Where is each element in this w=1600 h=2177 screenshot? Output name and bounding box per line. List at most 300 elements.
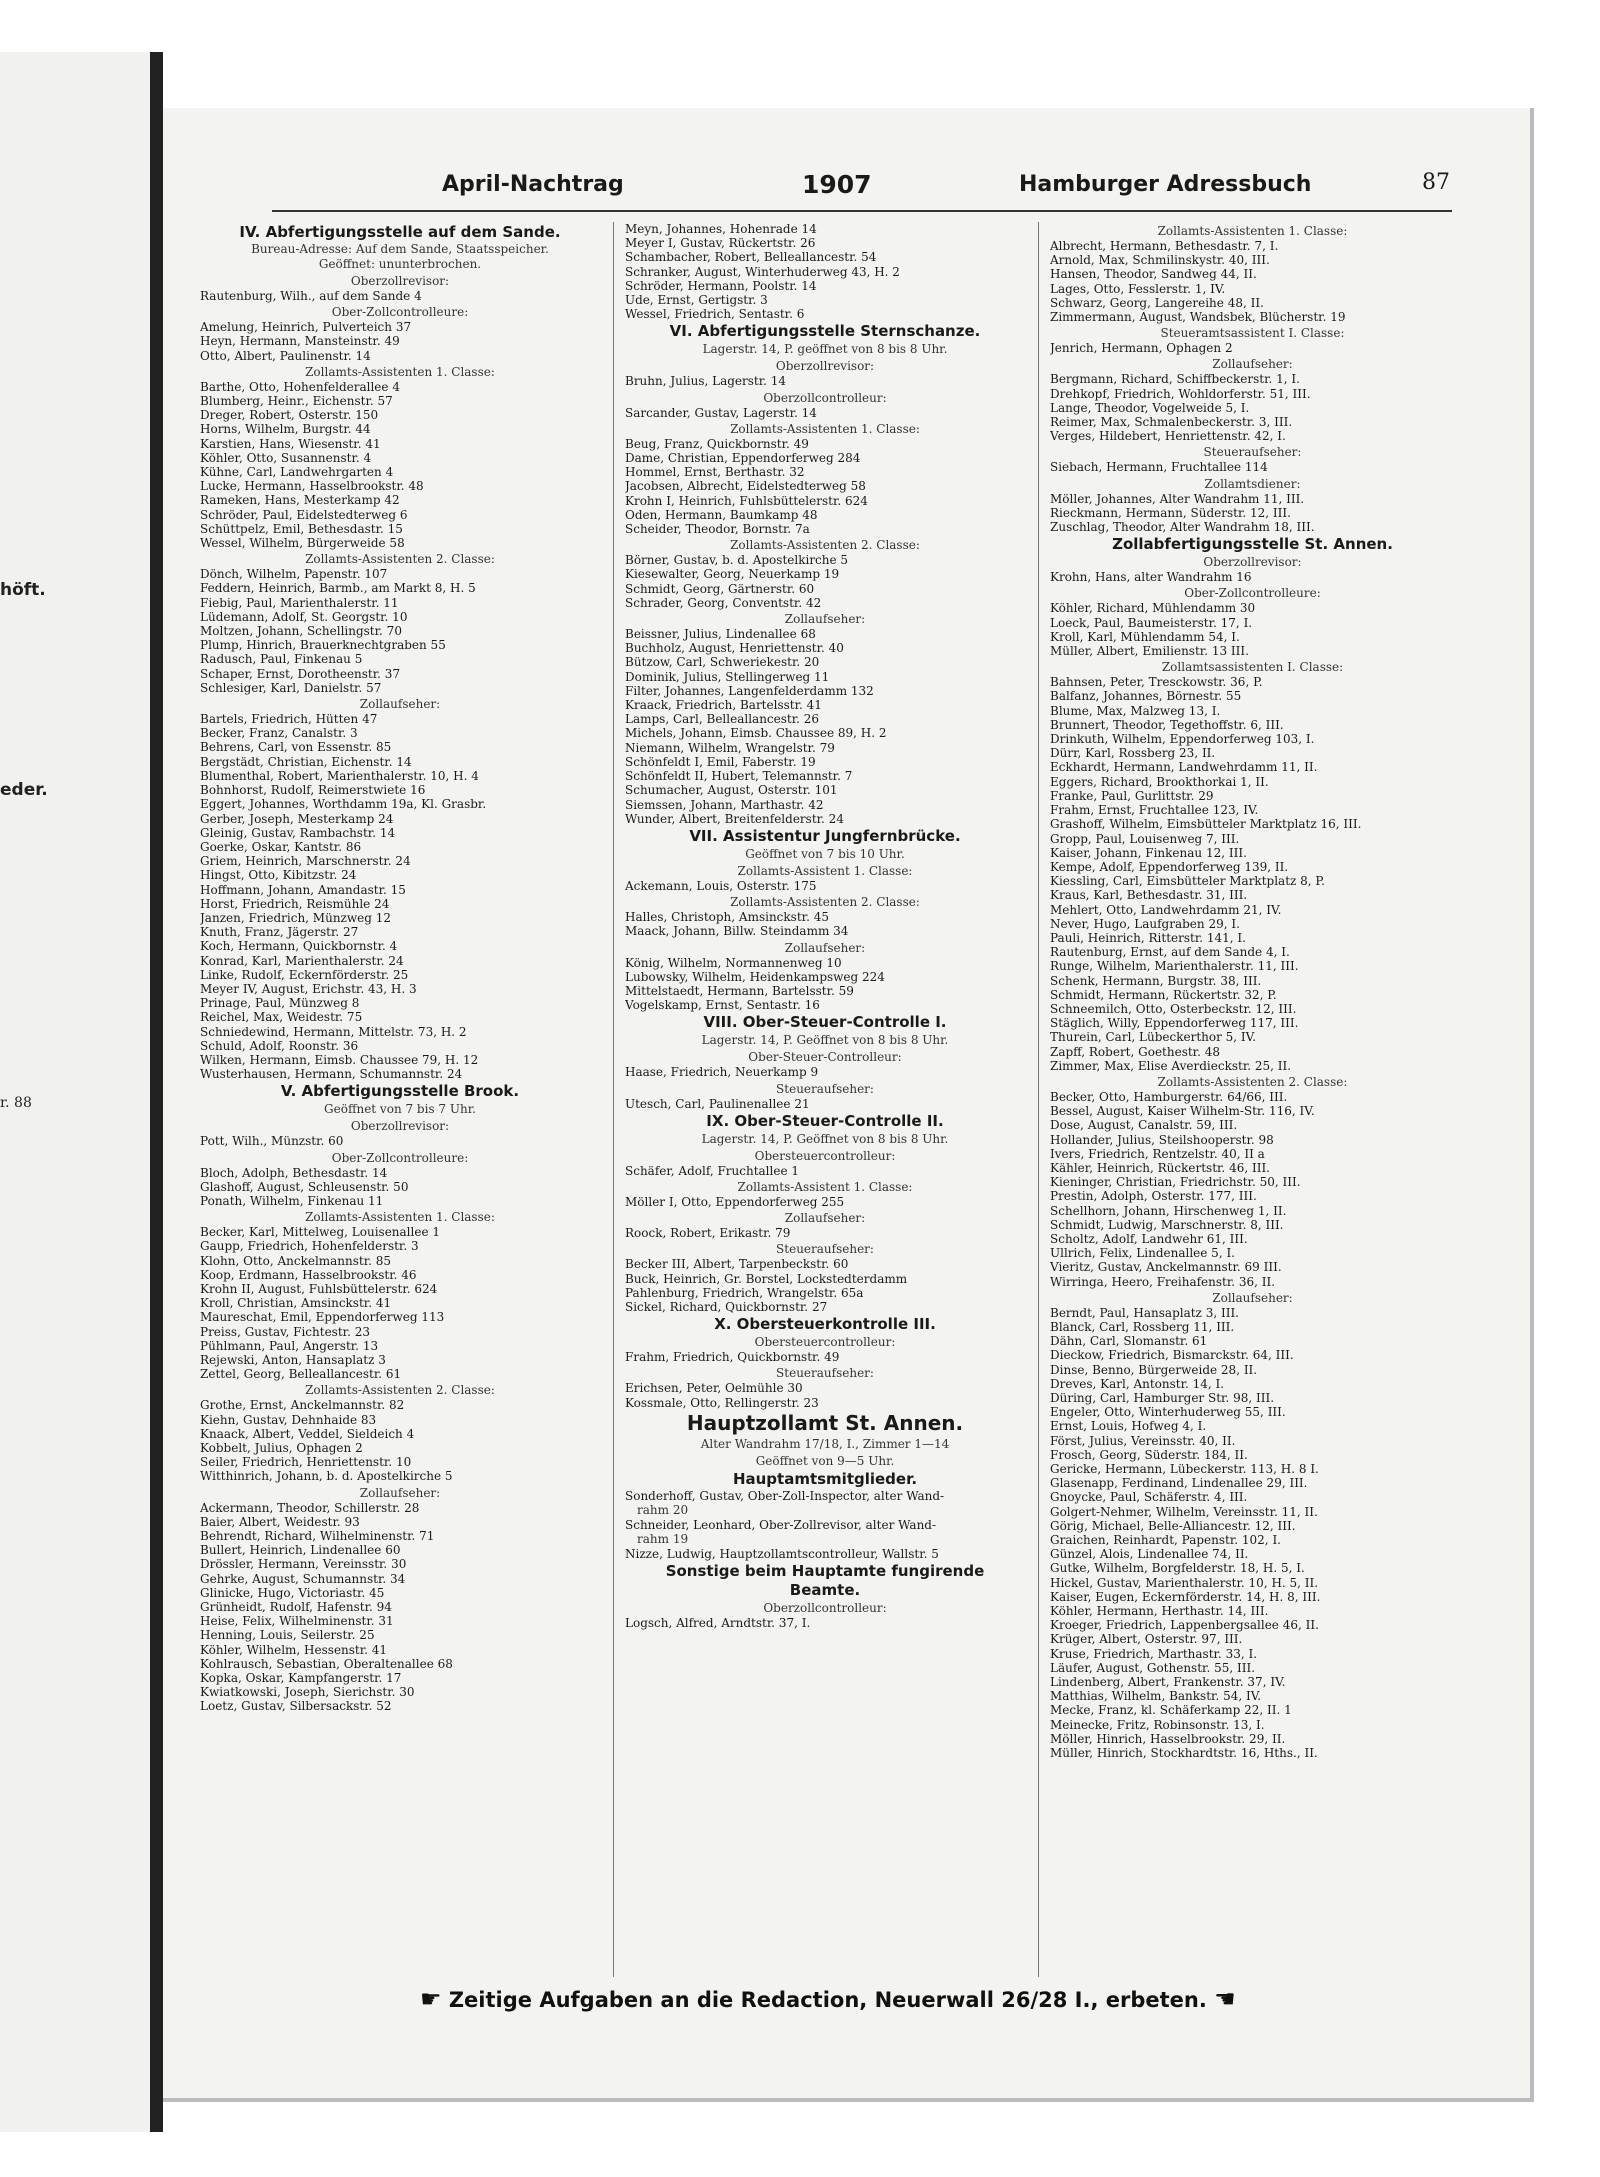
directory-entry: Preiss, Gustav, Fichtestr. 23: [200, 1324, 370, 1339]
directory-entry: Lange, Theodor, Vogelweide 5, I.: [1050, 400, 1250, 415]
directory-entry: Vieritz, Gustav, Anckelmannstr. 69 III.: [1050, 1260, 1282, 1275]
directory-entry: Eggers, Richard, Brookthorkai 1, II.: [1050, 774, 1269, 789]
role-label: Ober-Zollcontrolleure:: [331, 305, 469, 320]
directory-entry: Dinse, Benno, Bürgerweide 28, II.: [1050, 1362, 1258, 1377]
directory-entry: Knaack, Albert, Veddel, Sieldeich 4: [200, 1426, 415, 1441]
directory-entry: Lamps, Carl, Belleallancestr. 26: [625, 712, 820, 727]
directory-entry: Scheider, Theodor, Bornstr. 7a: [625, 522, 810, 537]
directory-entry: Sarcander, Gustav, Lagerstr. 14: [625, 405, 817, 420]
directory-entry: Becker, Franz, Canalstr. 3: [200, 726, 358, 741]
role-label: Ober-Steuer-Controlleur:: [748, 1050, 902, 1065]
directory-entry: Schmidt, Georg, Gärtnerstr. 60: [625, 581, 815, 596]
role-label: Zollamts-Assistenten 1. Classe:: [305, 1210, 495, 1225]
prev-page-fragment: höft.: [0, 580, 46, 600]
directory-entry: Kohlrausch, Sebastian, Oberaltenallee 68: [200, 1656, 453, 1671]
directory-entry: Kiehn, Gustav, Dehnhaide 83: [200, 1412, 377, 1427]
directory-entry: Läufer, August, Gothenstr. 55, III.: [1050, 1660, 1256, 1675]
directory-entry: Hickel, Gustav, Marienthalerstr. 10, H. 5, II.: [1050, 1575, 1319, 1590]
role-label: Oberzollcontrolleur:: [763, 390, 887, 405]
directory-entry: Blume, Max, Malzweg 13, I.: [1050, 703, 1221, 718]
directory-entry: Gaupp, Friedrich, Hohenfelderstr. 3: [200, 1239, 419, 1254]
directory-entry: Mittelstaedt, Hermann, Bartelsstr. 59: [625, 983, 854, 998]
directory-entry: Dönch, Wilhelm, Papenstr. 107: [200, 567, 388, 582]
role-label: Zollamtsdiener:: [1204, 476, 1301, 491]
role-label: Obersteuercontrolleur:: [754, 1335, 896, 1350]
directory-entry: Frahm, Ernst, Fruchtallee 123, IV.: [1050, 803, 1259, 818]
directory-entry: Pott, Wilh., Münzstr. 60: [200, 1134, 344, 1149]
directory-entry: Blumenthal, Robert, Marienthalerstr. 10, H. 4: [200, 768, 479, 783]
directory-entry: Golgert-Nehmer, Wilhelm, Vereinsstr. 11, II.: [1050, 1504, 1318, 1519]
directory-entry: Blumberg, Heinr., Eichenstr. 57: [200, 394, 393, 409]
directory-entry: Sonderhoff, Gustav, Ober-Zoll-Inspector, alter Wand-: [625, 1488, 945, 1503]
section-heading: Sonstige beim Hauptamte fungirende: [665, 1562, 985, 1581]
directory-entry: Köhler, Otto, Susannenstr. 4: [200, 450, 372, 465]
prev-page-fragment: eder.: [0, 780, 48, 800]
directory-entry: Siebach, Hermann, Fruchtallee 114: [1050, 460, 1268, 475]
section-note: Bureau-Adresse: Auf dem Sande, Staatsspeicher.: [251, 242, 549, 256]
directory-entry: Buchholz, August, Henriettenstr. 40: [625, 641, 844, 656]
role-label: Lagerstr. 14, P. Geöffnet von 8 bis 8 Uhr.: [701, 1131, 949, 1146]
directory-entry: Hollander, Julius, Steilshooperstr. 98: [1050, 1132, 1274, 1147]
directory-entry: Ivers, Friedrich, Rentzelstr. 40, II a: [1050, 1146, 1265, 1161]
role-label: Oberzollrevisor:: [350, 1119, 450, 1134]
header-year: 1907: [802, 170, 872, 199]
role-label: Ober-Zollcontrolleure:: [1184, 586, 1321, 601]
directory-entry: Kiesewalter, Georg, Neuerkamp 19: [625, 567, 840, 582]
directory-entry: Ullrich, Felix, Lindenallee 5, I.: [1050, 1246, 1235, 1261]
section-heading: IV. Abfertigungsstelle auf dem Sande.: [239, 223, 561, 241]
role-label: Steueraufseher:: [776, 1366, 874, 1381]
directory-entry: Schmidt, Hermann, Rückertstr. 32, P.: [1050, 987, 1277, 1002]
footer-notice: [420, 1985, 1320, 2015]
directory-entry: Franke, Paul, Gurlittstr. 29: [1050, 788, 1214, 803]
directory-entry: König, Wilhelm, Normannenweg 10: [625, 955, 842, 970]
directory-entry: Gropp, Paul, Louisenweg 7, III.: [1050, 831, 1240, 846]
directory-entry: Drinkuth, Wilhelm, Eppendorferweg 103, I.: [1050, 732, 1315, 747]
directory-entry: Scholtz, Adolf, Landwehr 61, III.: [1050, 1231, 1248, 1246]
directory-entry: Goerke, Oskar, Kantstr. 86: [200, 839, 362, 854]
directory-entry: Frahm, Friedrich, Quickbornstr. 49: [625, 1350, 840, 1365]
directory-entry: Beissner, Julius, Lindenallee 68: [625, 627, 816, 642]
directory-entry: Siemssen, Johann, Marthastr. 42: [625, 797, 824, 812]
directory-entry: Hommel, Ernst, Berthastr. 32: [625, 465, 805, 480]
directory-entry: Horst, Friedrich, Reismühle 24: [200, 896, 390, 911]
section-note: Geöffnet: ununterbrochen.: [318, 257, 482, 271]
directory-entry: Schönfeldt I, Emil, Faberstr. 19: [625, 754, 816, 769]
directory-entry: Karstien, Hans, Wiesenstr. 41: [200, 436, 381, 451]
directory-entry: Linke, Rudolf, Eckernförderstr. 25: [200, 967, 409, 982]
entry-continuation: rahm 20: [637, 1502, 689, 1517]
directory-entry: Lüdemann, Adolf, St. Georgstr. 10: [200, 609, 408, 624]
role-label: Steueraufseher:: [776, 1242, 874, 1257]
directory-entry: Kähler, Heinrich, Rückertstr. 46, III.: [1050, 1160, 1270, 1175]
directory-entry: Schmidt, Ludwig, Marschnerstr. 8, III.: [1050, 1217, 1284, 1232]
directory-entry: Krohn, Hans, alter Wandrahm 16: [1050, 570, 1252, 585]
directory-entry: Dähn, Carl, Slomanstr. 61: [1050, 1334, 1208, 1349]
role-label: Zollamts-Assistenten 2. Classe:: [1157, 1074, 1348, 1089]
directory-entry: Zettel, Georg, Belleallancestr. 61: [200, 1367, 402, 1382]
directory-entry: Schrader, Georg, Conventstr. 42: [625, 595, 822, 610]
directory-entry: Jacobsen, Albrecht, Eidelstedterweg 58: [625, 479, 866, 494]
directory-entry: Nizze, Ludwig, Hauptzollamtscontrolleur, Wallstr. 5: [625, 1547, 939, 1562]
directory-entry: Lages, Otto, Fesslerstr. 1, IV.: [1050, 281, 1226, 296]
directory-entry: Oden, Hermann, Baumkamp 48: [625, 507, 818, 522]
directory-entry: Thurein, Carl, Lübeckerthor 5, IV.: [1050, 1030, 1257, 1045]
role-label: Zollamts-Assistenten 1. Classe:: [730, 421, 920, 436]
directory-entry: Gericke, Hermann, Lübeckerstr. 113, H. 8 I.: [1050, 1462, 1319, 1477]
role-label: Lagerstr. 14, P. geöffnet von 8 bis 8 Uhr.: [702, 342, 948, 357]
directory-entry: Drössler, Hermann, Vereinsstr. 30: [200, 1557, 407, 1572]
directory-entry: Michels, Johann, Eimsb. Chaussee 89, H. 2: [625, 726, 887, 741]
directory-entry: Filter, Johannes, Langenfelderdamm 132: [625, 683, 874, 698]
directory-entry: Brunnert, Theodor, Tegethoffstr. 6, III.: [1050, 717, 1284, 732]
directory-entry: Schenk, Hermann, Burgstr. 38, III.: [1050, 973, 1262, 988]
directory-entry: Kieninger, Christian, Friedrichstr. 50, III.: [1050, 1175, 1301, 1190]
directory-entry: Dose, August, Canalstr. 59, III.: [1050, 1118, 1238, 1133]
page-number: 87: [1422, 170, 1450, 195]
directory-entry: Gleinig, Gustav, Rambachstr. 14: [200, 825, 396, 840]
directory-entry: Bullert, Heinrich, Lindenallee 60: [200, 1543, 401, 1558]
directory-entry: Krüger, Albert, Osterstr. 97, III.: [1050, 1632, 1243, 1647]
header-edition: April-Nachtrag: [442, 172, 624, 197]
role-label: Zollaufseher:: [784, 1211, 866, 1226]
directory-entry: Rameken, Hans, Mesterkamp 42: [200, 493, 400, 508]
role-label: Oberzollrevisor:: [350, 274, 450, 288]
directory-entry: Lubowsky, Wilhelm, Heidenkampsweg 224: [625, 969, 885, 984]
directory-entry: Wirringa, Heero, Freihafenstr. 36, II.: [1050, 1274, 1276, 1289]
directory-entry: Gehrke, August, Schumannstr. 34: [200, 1571, 406, 1586]
directory-entry: Kwiatkowski, Joseph, Sierichstr. 30: [200, 1685, 415, 1700]
directory-entry: Möller, Johannes, Alter Wandrahm 11, III.: [1050, 491, 1305, 506]
directory-entry: Gerber, Joseph, Mesterkamp 24: [200, 811, 394, 826]
role-label: Ober-Zollcontrolleure:: [331, 1150, 469, 1165]
directory-entry: Müller, Albert, Emilienstr. 13 III.: [1050, 644, 1249, 659]
office-heading: Hauptzollamt St. Annen.: [686, 1410, 964, 1435]
role-label: Oberzollcontrolleur:: [763, 1601, 887, 1616]
directory-entry: Kiessling, Carl, Eimsbütteler Marktplatz 8, P.: [1050, 874, 1325, 889]
directory-entry: Kraus, Karl, Bethesdastr. 31, III.: [1050, 888, 1248, 903]
footer-text: Zeitige Aufgaben an die Redaction, Neuerwall 26/28 I., erbeten.: [448, 1988, 1207, 2012]
directory-entry: Frosch, Georg, Süderstr. 184, II.: [1050, 1447, 1248, 1462]
role-label: Zollaufseher:: [1212, 357, 1293, 372]
directory-entry: Dieckow, Friedrich, Bismarckstr. 64, III.: [1050, 1348, 1294, 1363]
directory-entry: Wilken, Hermann, Eimsb. Chaussee 79, H. 12: [200, 1052, 479, 1067]
role-label: Geöffnet von 9—5 Uhr.: [755, 1453, 895, 1468]
directory-entry: Behrendt, Richard, Wilhelminenstr. 71: [200, 1529, 435, 1544]
binding-shadow: [150, 52, 163, 2132]
directory-entry: Utesch, Carl, Paulinenallee 21: [625, 1096, 810, 1111]
role-label: Zollamts-Assistent 1. Classe:: [737, 1179, 913, 1194]
directory-entry: Zuschlag, Theodor, Alter Wandrahm 18, III.: [1050, 520, 1315, 535]
directory-entry: Kroll, Karl, Mühlendamm 54, I.: [1050, 629, 1240, 644]
directory-entry: Haase, Friedrich, Neuerkamp 9: [625, 1065, 819, 1080]
directory-entry: Reimer, Max, Schmalenbeckerstr. 3, III.: [1050, 415, 1293, 430]
role-label: Steueramtsassistent I. Classe:: [1160, 326, 1345, 341]
directory-entry: Schneemilch, Otto, Osterbeckstr. 12, III.: [1050, 1001, 1297, 1016]
directory-entry: Bloch, Adolph, Bethesdastr. 14: [200, 1165, 388, 1180]
directory-entry: Gutke, Wilhelm, Borgfelderstr. 18, H. 5, I.: [1050, 1561, 1305, 1576]
section-heading: VIII. Ober-Steuer-Controlle I.: [703, 1013, 947, 1032]
directory-entry: Bahnsen, Peter, Tresckowstr. 36, P.: [1050, 675, 1263, 690]
directory-entry: Prestin, Adolph, Osterstr. 177, III.: [1050, 1189, 1257, 1204]
directory-entry: Mecke, Franz, kl. Schäferkamp 22, II. 1: [1050, 1703, 1292, 1718]
directory-entry: Dreger, Robert, Osterstr. 150: [200, 408, 379, 423]
directory-entry: Wessel, Wilhelm, Bürgerweide 58: [200, 536, 405, 551]
directory-entry: Feddern, Heinrich, Barmb., am Markt 8, H. 5: [200, 581, 476, 596]
directory-entry: Dürr, Karl, Rossberg 23, II.: [1050, 746, 1216, 761]
directory-entry: Prinage, Paul, Münzweg 8: [200, 996, 360, 1011]
directory-entry: Loetz, Gustav, Silbersackstr. 52: [200, 1699, 392, 1714]
directory-entry: Janzen, Friedrich, Münzweg 12: [200, 910, 392, 925]
header-title: Hamburger Adressbuch: [1019, 172, 1312, 197]
column-divider: [1038, 222, 1039, 1977]
directory-entry: Pahlenburg, Friedrich, Wrangelstr. 65a: [625, 1285, 864, 1300]
directory-entry: Grothe, Ernst, Anckelmannstr. 82: [200, 1398, 405, 1413]
directory-entry: Klohn, Otto, Anckelmannstr. 85: [200, 1253, 392, 1268]
directory-entry: Rautenburg, Wilh., auf dem Sande 4: [200, 289, 422, 303]
directory-entry: Glasenapp, Ferdinand, Lindenallee 29, III.: [1050, 1476, 1308, 1491]
role-label: Zollamts-Assistent 1. Classe:: [737, 863, 913, 878]
directory-entry: Möller I, Otto, Eppendorferweg 255: [625, 1194, 845, 1209]
directory-entry: Gnoycke, Paul, Schäferstr. 4, III.: [1050, 1490, 1248, 1505]
directory-entry: Baier, Albert, Weidestr. 93: [200, 1514, 360, 1529]
directory-entry: Balfanz, Johannes, Börnestr. 55: [1050, 689, 1242, 704]
prev-page-fragment: r. 88: [0, 1095, 32, 1111]
directory-entry: Meyer I, Gustav, Rückertstr. 26: [625, 236, 816, 251]
directory-entry: Rejewski, Anton, Hansaplatz 3: [200, 1353, 386, 1367]
directory-entry: Lindenberg, Albert, Frankenstr. 37, IV.: [1050, 1675, 1286, 1690]
directory-entry: Berndt, Paul, Hansaplatz 3, III.: [1050, 1305, 1239, 1320]
role-label: Obersteuercontrolleur:: [754, 1148, 896, 1163]
role-label: Steueraufseher:: [1203, 445, 1302, 460]
pointing-hand-icon: ☚: [1214, 1985, 1236, 2013]
role-label: Zollamts-Assistenten 2. Classe:: [305, 552, 495, 567]
entry-continuation: rahm 19: [637, 1532, 689, 1547]
page-header: [272, 170, 1452, 212]
directory-entry: Köhler, Wilhelm, Hessenstr. 41: [200, 1642, 388, 1657]
directory-entry: Glinicke, Hugo, Victoriastr. 45: [200, 1585, 385, 1600]
role-label: Zollamts-Assistenten 1. Classe:: [1157, 224, 1348, 238]
role-label: Geöffnet von 7 bis 7 Uhr.: [324, 1102, 476, 1117]
directory-entry: Reichel, Max, Weidestr. 75: [200, 1010, 363, 1025]
directory-entry: Maack, Johann, Billw. Steindamm 34: [625, 924, 849, 939]
directory-entry: Kroll, Christian, Amsinckstr. 41: [200, 1296, 392, 1311]
directory-entry: Schumacher, August, Osterstr. 101: [625, 783, 838, 798]
directory-entry: Maureschat, Emil, Eppendorferweg 113: [200, 1310, 445, 1325]
directory-entry: Kobbelt, Julius, Ophagen 2: [200, 1441, 363, 1456]
directory-entry: Otto, Albert, Paulinenstr. 14: [200, 348, 371, 363]
directory-entry: Kaiser, Johann, Finkenau 12, III.: [1050, 845, 1247, 860]
directory-entry: Rieckmann, Hermann, Süderstr. 12, III.: [1050, 505, 1291, 520]
section-heading: Hauptamtsmitglieder.: [732, 1469, 918, 1488]
directory-entry: Schniedewind, Hermann, Mittelstr. 73, H. 2: [200, 1024, 467, 1039]
directory-entry: Kopka, Oskar, Kampfangerstr. 17: [200, 1671, 402, 1686]
directory-entry: Kruse, Friedrich, Marthastr. 33, I.: [1050, 1646, 1258, 1661]
role-label: Zollamtsassistenten I. Classe:: [1161, 660, 1344, 675]
directory-entry: Buck, Heinrich, Gr. Borstel, Lockstedterdamm: [625, 1271, 908, 1286]
directory-entry: Köhler, Richard, Mühlendamm 30: [1050, 601, 1256, 616]
directory-entry: Bohnhorst, Rudolf, Reimerstwiete 16: [200, 783, 426, 798]
directory-entry: Dreves, Karl, Antonstr. 14, I.: [1050, 1376, 1225, 1391]
directory-entry: Grashoff, Wilhelm, Eimsbütteler Marktplatz 16, III.: [1050, 817, 1362, 832]
directory-entry: Niemann, Wilhelm, Wrangelstr. 79: [625, 740, 835, 755]
directory-entry: Vogelskamp, Ernst, Sentastr. 16: [625, 998, 820, 1013]
directory-entry: Koch, Hermann, Quickbornstr. 4: [200, 939, 398, 954]
directory-entry: Wessel, Friedrich, Sentastr. 6: [625, 307, 805, 322]
column-divider: [613, 222, 614, 1977]
directory-entry: Ackermann, Theodor, Schillerstr. 28: [200, 1500, 420, 1515]
role-label: Zollamts-Assistenten 2. Classe:: [730, 538, 920, 553]
column-right: [1050, 222, 1455, 1977]
directory-entry: Henning, Louis, Seilerstr. 25: [200, 1628, 375, 1643]
directory-entry: Schüttpelz, Emil, Bethesdastr. 15: [200, 521, 403, 536]
directory-entry: Verges, Hildebert, Henriettenstr. 42, I.: [1050, 429, 1286, 444]
directory-entry: Krohn I, Heinrich, Fuhlsbüttelerstr. 624: [625, 493, 868, 508]
directory-entry: Schellhorn, Johann, Hirschenweg 1, II.: [1050, 1203, 1287, 1218]
directory-entry: Bruhn, Julius, Lagerstr. 14: [625, 374, 787, 389]
directory-entry: Seiler, Friedrich, Henriettenstr. 10: [200, 1455, 412, 1470]
directory-entry: Hoffmann, Johann, Amandastr. 15: [200, 882, 406, 897]
role-label: Zollaufseher:: [359, 697, 441, 712]
role-label: Alter Wandrahm 17/18, I., Zimmer 1—14: [700, 1436, 950, 1451]
directory-entry: Schaper, Ernst, Dorotheenstr. 37: [200, 666, 401, 681]
section-heading: Zollabfertigungsstelle St. Annen.: [1112, 535, 1393, 554]
directory-entry: Never, Hugo, Laufgraben 29, I.: [1050, 916, 1240, 931]
directory-entry: Moltzen, Johann, Schellingstr. 70: [200, 624, 402, 639]
directory-entry: Möller, Hinrich, Hasselbrookstr. 29, II.: [1050, 1731, 1286, 1746]
directory-entry: Rautenburg, Ernst, auf dem Sande 4, I.: [1050, 945, 1290, 960]
section-heading: IX. Ober-Steuer-Controlle II.: [706, 1111, 944, 1130]
role-label: Zollamts-Assistenten 1. Classe:: [305, 364, 495, 379]
directory-entry: Bartels, Friedrich, Hütten 47: [200, 712, 378, 727]
directory-entry: Fiebig, Paul, Marienthalerstr. 11: [200, 595, 399, 610]
directory-entry: Kühne, Carl, Landwehrgarten 4: [200, 465, 394, 480]
directory-entry: Kossmale, Otto, Rellingerstr. 23: [625, 1395, 819, 1410]
directory-entry: Zimmer, Max, Elise Averdieckstr. 25, II.: [1050, 1058, 1292, 1073]
directory-entry: Barthe, Otto, Hohenfelderallee 4: [200, 379, 400, 394]
directory-entry: Schambacher, Robert, Belleallancestr. 54: [625, 250, 877, 265]
directory-entry: Beug, Franz, Quickbornstr. 49: [625, 436, 809, 451]
directory-entry: Schröder, Hermann, Poolstr. 14: [625, 278, 817, 293]
directory-entry: Schranker, August, Winterhuderweg 43, H. 2: [625, 264, 900, 279]
directory-entry: Düring, Carl, Hamburger Str. 98, III.: [1050, 1391, 1275, 1406]
directory-entry: Schäfer, Adolf, Fruchtallee 1: [625, 1163, 800, 1178]
directory-entry: Schröder, Paul, Eidelstedterweg 6: [200, 507, 408, 522]
directory-entry: Wunder, Albert, Breitenfelderstr. 24: [625, 811, 844, 826]
directory-entry: Eggert, Johannes, Worthdamm 19a, Kl. Grasbr.: [200, 797, 487, 812]
directory-entry: Bergstädt, Christian, Eichenstr. 14: [200, 754, 412, 769]
directory-entry: Drehkopf, Friedrich, Wohldorferstr. 51, III.: [1050, 386, 1311, 401]
directory-entry: Schönfeldt II, Hubert, Telemannstr. 7: [625, 769, 853, 784]
directory-entry: Bützow, Carl, Schweriekestr. 20: [625, 655, 820, 670]
directory-entry: Amelung, Heinrich, Pulverteich 37: [200, 320, 412, 335]
section-heading: V. Abfertigungsstelle Brook.: [280, 1082, 520, 1101]
role-label: Oberzollrevisor:: [1203, 555, 1302, 570]
directory-entry: Griem, Heinrich, Marschnerstr. 24: [200, 854, 411, 869]
directory-entry: Albrecht, Hermann, Bethesdastr. 7, I.: [1050, 239, 1279, 253]
directory-entry: Roock, Robert, Erikastr. 79: [625, 1226, 791, 1241]
role-label: Zollamts-Assistenten 2. Classe:: [305, 1383, 495, 1398]
directory-entry: Halles, Christoph, Amsinckstr. 45: [625, 910, 829, 925]
directory-entry: Witthinrich, Johann, b. d. Apostelkirche 5: [200, 1469, 453, 1484]
directory-entry: Bergmann, Richard, Schiffbeckerstr. 1, I.: [1050, 372, 1300, 387]
directory-entry: Pauli, Heinrich, Ritterstr. 141, I.: [1050, 930, 1246, 945]
directory-entry: Köhler, Hermann, Herthastr. 14, III.: [1050, 1604, 1269, 1619]
directory-entry: Zapff, Robert, Goethestr. 48: [1050, 1044, 1220, 1059]
directory-entry: Schwarz, Georg, Langereihe 48, II.: [1050, 295, 1264, 310]
directory-entry: Lucke, Hermann, Hasselbrookstr. 48: [200, 479, 424, 494]
column-left: [200, 222, 600, 1977]
directory-entry: Meinecke, Fritz, Robinsonstr. 13, I.: [1050, 1717, 1265, 1732]
role-label: Steueraufseher:: [776, 1081, 874, 1096]
section-heading: Beamte.: [789, 1581, 861, 1600]
directory-entry: Günzel, Alois, Lindenallee 74, II.: [1050, 1547, 1249, 1562]
directory-entry: Dame, Christian, Eppendorferweg 284: [625, 451, 861, 466]
directory-entry: Zimmermann, August, Wandsbek, Blücherstr. 19: [1050, 310, 1346, 325]
section-heading: VI. Abfertigungsstelle Sternschanze.: [669, 322, 981, 341]
directory-entry: Heyn, Hermann, Mansteinstr. 49: [200, 334, 400, 349]
directory-entry: Becker III, Albert, Tarpenbeckstr. 60: [625, 1257, 849, 1272]
directory-entry: Dominik, Julius, Stellingerweg 11: [625, 669, 830, 684]
role-label: Zollaufseher:: [784, 612, 866, 627]
directory-entry: Pühlmann, Paul, Angerstr. 13: [200, 1338, 379, 1353]
role-label: Zollaufseher:: [784, 940, 866, 955]
directory-entry: Koop, Erdmann, Hasselbrookstr. 46: [200, 1267, 417, 1282]
directory-entry: Ackemann, Louis, Osterstr. 175: [625, 878, 817, 893]
directory-entry: Kraack, Friedrich, Bartelsstr. 41: [625, 698, 822, 713]
directory-entry: Kroeger, Friedrich, Lappenbergsallee 46, II.: [1050, 1618, 1319, 1633]
section-heading: VII. Assistentur Jungfernbrücke.: [689, 826, 961, 845]
directory-entry: Engeler, Otto, Winterhuderweg 55, III.: [1050, 1405, 1286, 1420]
directory-entry: Görig, Michael, Belle-Alliancestr. 12, III.: [1050, 1518, 1296, 1533]
directory-entry: Kempe, Adolf, Eppendorferweg 139, II.: [1050, 859, 1289, 874]
section-heading: X. Obersteuerkontrolle III.: [714, 1315, 936, 1334]
directory-entry: Schuld, Adolf, Roonstr. 36: [200, 1038, 359, 1053]
directory-entry: Wusterhausen, Hermann, Schumannstr. 24: [200, 1067, 463, 1082]
role-label: Zollamts-Assistenten 2. Classe:: [730, 895, 920, 910]
directory-entry: Horns, Wilhelm, Burgstr. 44: [200, 422, 371, 437]
directory-entry: Börner, Gustav, b. d. Apostelkirche 5: [625, 553, 849, 568]
column-middle: [625, 222, 1025, 1977]
directory-entry: Blanck, Carl, Rossberg 11, III.: [1050, 1320, 1235, 1334]
directory-entry: Bessel, August, Kaiser Wilhelm-Str. 116, IV.: [1050, 1104, 1315, 1119]
directory-entry: Behrens, Carl, von Essenstr. 85: [200, 740, 392, 755]
directory-entry: Arnold, Max, Schmilinskystr. 40, III.: [1050, 253, 1270, 268]
directory-entry: Hingst, Otto, Kibitzstr. 24: [200, 868, 357, 883]
directory-entry: Müller, Hinrich, Stockhardtstr. 16, Hths., II.: [1050, 1746, 1318, 1761]
directory-entry: Schneider, Leonhard, Ober-Zollrevisor, alter Wand-: [625, 1517, 937, 1532]
directory-entry: Becker, Karl, Mittelweg, Louisenallee 1: [200, 1225, 441, 1240]
directory-entry: Loeck, Paul, Baumeisterstr. 17, I.: [1050, 615, 1253, 630]
directory-entry: Schlesiger, Karl, Danielstr. 57: [200, 680, 382, 695]
directory-entry: Sickel, Richard, Quickbornstr. 27: [625, 1299, 828, 1314]
directory-entry: Ude, Ernst, Gertigstr. 3: [625, 293, 768, 308]
directory-entry: Eckhardt, Hermann, Landwehrdamm 11, II.: [1050, 760, 1318, 775]
directory-entry: Först, Julius, Vereinsstr. 40, II.: [1050, 1433, 1236, 1448]
directory-entry: Knuth, Franz, Jägerstr. 27: [200, 925, 359, 940]
directory-entry: Meyn, Johannes, Hohenrade 14: [625, 222, 817, 236]
directory-entry: Glashoff, August, Schleusenstr. 50: [200, 1179, 409, 1194]
role-label: Oberzollrevisor:: [775, 359, 875, 374]
directory-entry: Mehlert, Otto, Landwehrdamm 21, IV.: [1050, 902, 1282, 917]
directory-entry: Radusch, Paul, Finkenau 5: [200, 652, 363, 667]
pointing-hand-icon: ☛: [420, 1985, 442, 2013]
directory-entry: Stäglich, Willy, Eppendorferweg 117, III.: [1050, 1016, 1299, 1031]
directory-entry: Logsch, Alfred, Arndtstr. 37, I.: [625, 1616, 811, 1631]
directory-entry: Ernst, Louis, Hofweg 4, I.: [1050, 1419, 1207, 1434]
directory-entry: Erichsen, Peter, Oelmühle 30: [625, 1381, 803, 1396]
directory-entry: Grünheidt, Rudolf, Hafenstr. 94: [200, 1600, 392, 1615]
